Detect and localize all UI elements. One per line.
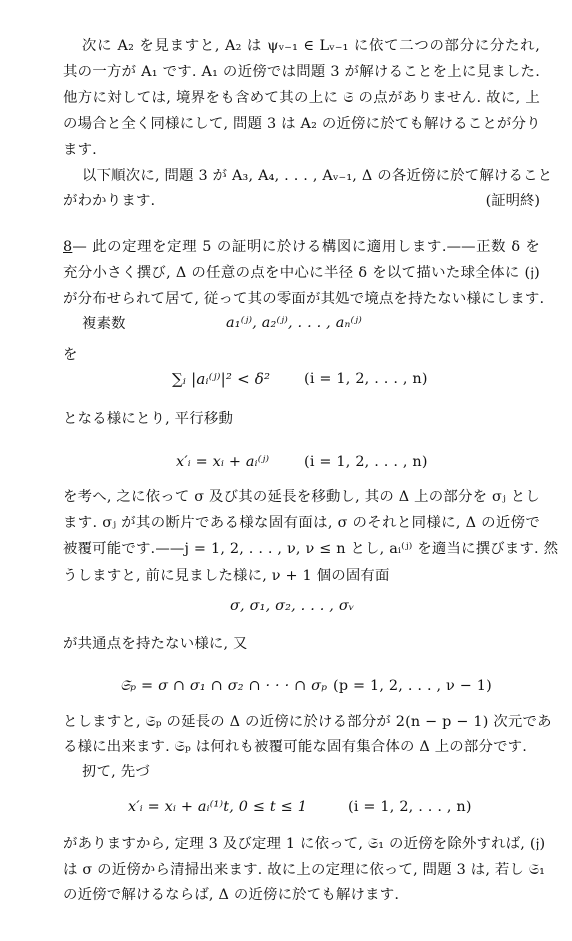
paragraph5-line-1: がありますから, 定理 3 及び定理 1 に依って, 𝔖₁ の近傍を除外すれば, (𝔧): [63, 836, 546, 852]
section8-line-3: が分布せられて居て, 従って其の零面が其処で境点を持たない様にします.: [63, 291, 545, 307]
paragraph1-line-5: ます.: [63, 142, 97, 158]
paragraph4-line-1: としますと, 𝔖ₚ の延長の Δ の近傍に於ける部分が 2(n − p − 1) 次元であ: [63, 714, 552, 730]
formula-t-range: (i = 1, 2, . . . , n): [348, 799, 472, 815]
paragraph3-line-4: うしますと, 前に見ました様に, ν + 1 個の固有面: [63, 568, 390, 584]
formula-shift: x′ᵢ = xᵢ + aᵢ⁽ʲ⁾: [176, 454, 270, 470]
wo-label: を: [63, 347, 78, 363]
paragraph2-line-1: 以下順次に, 問題 3 が A₃, A₄, . . . , Aᵥ₋₁, Δ の各近傍に於て解けること: [82, 168, 553, 184]
paragraph1-line-3: 他方に対しては, 境界をも含めて其の上に 𝔖 の点がありません. 故に, 上: [63, 90, 540, 106]
section8-line-2: 充分小さく撰び, Δ の任意の点を中心に半径 δ を以て描いた球全体に (𝔧): [63, 265, 540, 281]
formula-sum: ∑ᵢ |aᵢ⁽ʲ⁾|² < δ²: [172, 370, 271, 388]
section8-line-1: [63, 237, 540, 257]
paragraph2-line-2: がわかります.: [63, 193, 156, 209]
paragraph5-line-2: は σ の近傍から清掃出来ます. 故に上の定理に依って, 問題 3 は, 若し 𝔖₁: [63, 862, 546, 878]
text-shift: となる様にとり, 平行移動: [63, 411, 234, 427]
proof-end-label: (証明終): [485, 193, 540, 209]
paragraph1-line-4: の場合と全く同様にして, 問題 3 は A₂ の近傍に於ても解けることが分り: [63, 116, 541, 132]
formula-a-sequence: a₁⁽ʲ⁾, a₂⁽ʲ⁾, . . . , aₙ⁽ʲ⁾: [226, 315, 363, 331]
section-number: 8: [63, 239, 73, 255]
formula-sigmas: σ, σ₁, σ₂, . . . , σᵥ: [230, 598, 355, 614]
complex-numbers-label: 複素数: [82, 316, 126, 332]
text-first: 扨て, 先づ: [82, 764, 150, 780]
formula-S-range: (p = 1, 2, . . . , ν − 1): [333, 678, 492, 694]
section8-line-1-text: — 此の定理を定理 5 の証明に於ける構図に適用します.——正数 δ を: [72, 239, 540, 255]
paragraph3-line-1: を考へ, 之に依って σ 及び其の延長を移動し, 其の Δ 上の部分を σⱼ とし: [63, 489, 540, 505]
paragraph1-line-2: 其の一方が A₁ です. A₁ の近傍では問題 3 が解けることを上に見ました.: [63, 64, 540, 80]
text-common: が共通点を持たない様に, 又: [63, 636, 248, 652]
formula-t: x′ᵢ = xᵢ + aᵢ⁽¹⁾t, 0 ≤ t ≤ 1: [128, 799, 308, 815]
paragraph4-line-2: る様に出来ます. 𝔖ₚ は何れも被覆可能な固有集合体の Δ 上の部分です.: [63, 739, 528, 755]
paragraph1-line-1: 次に A₂ を見ますと, A₂ は ψᵥ₋₁ ∈ Lᵥ₋₁ に依て二つの部分に分たれ,: [82, 38, 540, 54]
formula-sum-range: (i = 1, 2, . . . , n): [304, 371, 428, 387]
paragraph5-line-3: の近傍で解けるならば, Δ の近傍に於ても解けます.: [63, 887, 400, 903]
paragraph3-line-3: 被覆可能です.——j = 1, 2, . . . , ν, ν ≤ n とし, aᵢ⁽ʲ⁾ を適当に撰びます. 然: [63, 541, 559, 557]
paragraph3-line-2: ます. σⱼ が其の断片である様な固有面は, σ のそれと同様に, Δ の近傍で: [63, 515, 540, 531]
formula-S: 𝔖ₚ = σ ∩ σ₁ ∩ σ₂ ∩ · · · ∩ σₚ: [120, 678, 328, 694]
formula-shift-range: (i = 1, 2, . . . , n): [304, 454, 428, 470]
